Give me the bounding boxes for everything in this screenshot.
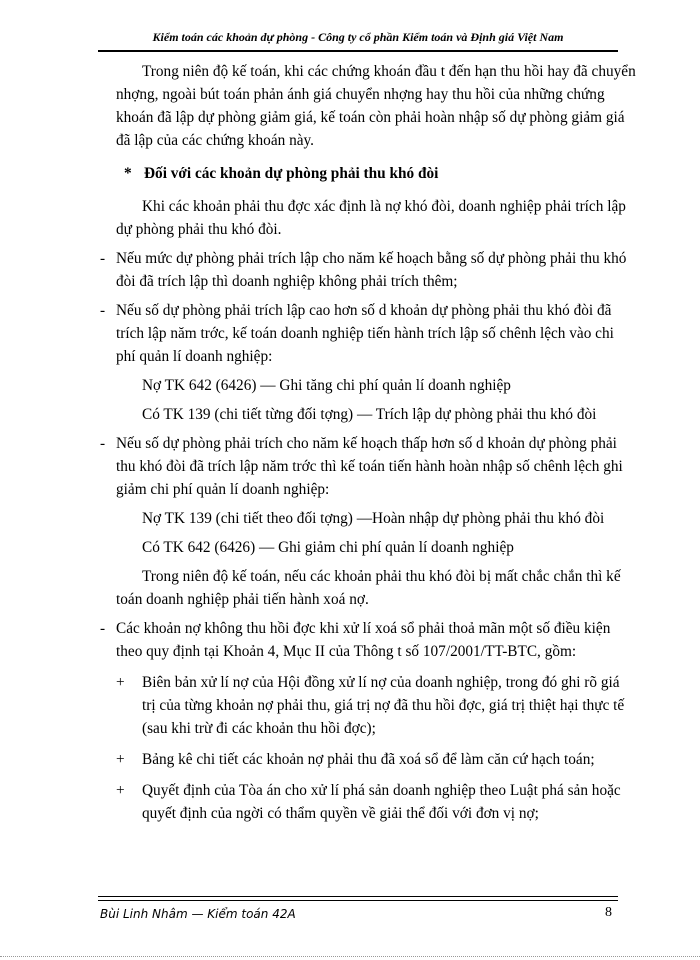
plus-marker: + [116, 782, 125, 799]
dash-item [100, 432, 636, 501]
paragraph: Khi các khoản phải thu đợc xác định là nợ khó đòi, doanh nghiệp phải trích lập dự phòng phải thu khó đòi. [116, 198, 626, 238]
item-text: Nếu số dự phòng phải trích lập cao hơn số d khoản dự phòng phải thu khó đòi đã trích lập năm trớc, kế toán doanh nghiệp tiến hành trích lập số chênh lệch vào chi phí quản lí doanh nghiệp: [116, 302, 614, 365]
heading-text: Đối với các khoản dự phòng phải thu khó đòi [144, 165, 439, 182]
journal-entry: Nợ TK 139 (chi tiết theo đối tợng) —Hoàn nhập dự phòng phải thu khó đòi [142, 510, 605, 527]
item-text: Bảng kê chi tiết các khoản nợ phải thu đã xoá sổ để làm căn cứ hạch toán; [142, 751, 595, 768]
plus-item [116, 671, 636, 740]
dash-marker: - [100, 435, 106, 452]
page-bottom-divider [0, 956, 700, 957]
running-header: Kiểm toán các khoản dự phòng - Công ty cổ phần Kiểm toán và Định giá Việt Nam [98, 28, 618, 52]
dash-marker: - [100, 302, 106, 319]
plus-item [116, 779, 636, 825]
dash-marker: - [100, 620, 106, 637]
page-footer [98, 896, 618, 921]
page-number: 8 [605, 905, 612, 920]
dash-marker: - [100, 250, 106, 267]
plus-marker: + [116, 751, 125, 768]
journal-entry: Có TK 139 (chi tiết từng đối tợng) — Trích lập dự phòng phải thu khó đòi [142, 406, 597, 423]
item-text: Nếu số dự phòng phải trích cho năm kế hoạch thấp hơn số d khoản dự phòng phải thu khó đòi đã trích lập năm trớc thì kế toán tiến hành hoàn nhập số chênh lệch ghi giảm chi phí quản lí doanh nghiệp: [116, 435, 623, 498]
item-text: Các khoản nợ không thu hồi đợc khi xử lí xoá sổ phải thoả mãn một số điều kiện theo quy định tại Khoản 4, Mục II của Thông t số 107/2001/TT-BTC, gồm: [116, 620, 611, 660]
plus-marker: + [116, 674, 125, 691]
plus-item [116, 748, 636, 771]
item-text: Biên bản xử lí nợ của Hội đồng xử lí nợ của doanh nghiệp, trong đó ghi rõ giá trị của từng khoản nợ phải thu, giá trị nợ đã thu hồi đợc, giá trị thiệt hại thực tế (sau khi trừ đi các khoản thu hồi đợc); [142, 674, 625, 737]
item-text: Quyết định của Tòa án cho xử lí phá sản doanh nghiệp theo Luật phá sản hoặc quyết định của ngời có thẩm quyền về giải thể đối với đơn vị nợ; [142, 782, 621, 822]
journal-entry: Nợ TK 642 (6426) — Ghi tăng chi phí quản lí doanh nghiệp [142, 377, 511, 394]
dash-item [100, 617, 636, 663]
document-body [100, 60, 636, 825]
paragraph: Trong niên độ kế toán, khi các chứng khoán đầu t đến hạn thu hồi hay đã chuyển nhợng, ngoài bút toán phản ánh giá chuyển nhợng hay thu hồi của những chứng khoán đã lập dự phòng giảm giá, kế toán còn phải hoàn nhập số dự phòng giảm giá đã lập của các chứng khoán này. [116, 63, 636, 149]
footer-author: Bùi Linh Nhâm — Kiểm toán 42A [100, 907, 296, 921]
paragraph: Trong niên độ kế toán, nếu các khoản phải thu khó đòi bị mất chắc chắn thì kế toán doanh nghiệp phải tiến hành xoá nợ. [116, 568, 621, 608]
item-text: Nếu mức dự phòng phải trích lập cho năm kế hoạch bằng số dự phòng phải thu khó đòi đã trích lập thì doanh nghiệp không phải trích thêm; [116, 250, 627, 290]
asterisk-marker: * [124, 165, 132, 182]
journal-entry: Có TK 642 (6426) — Ghi giảm chi phí quản lí doanh nghiệp [142, 539, 514, 556]
dash-item [100, 299, 636, 368]
dash-item [100, 247, 636, 293]
section-heading [116, 162, 636, 185]
